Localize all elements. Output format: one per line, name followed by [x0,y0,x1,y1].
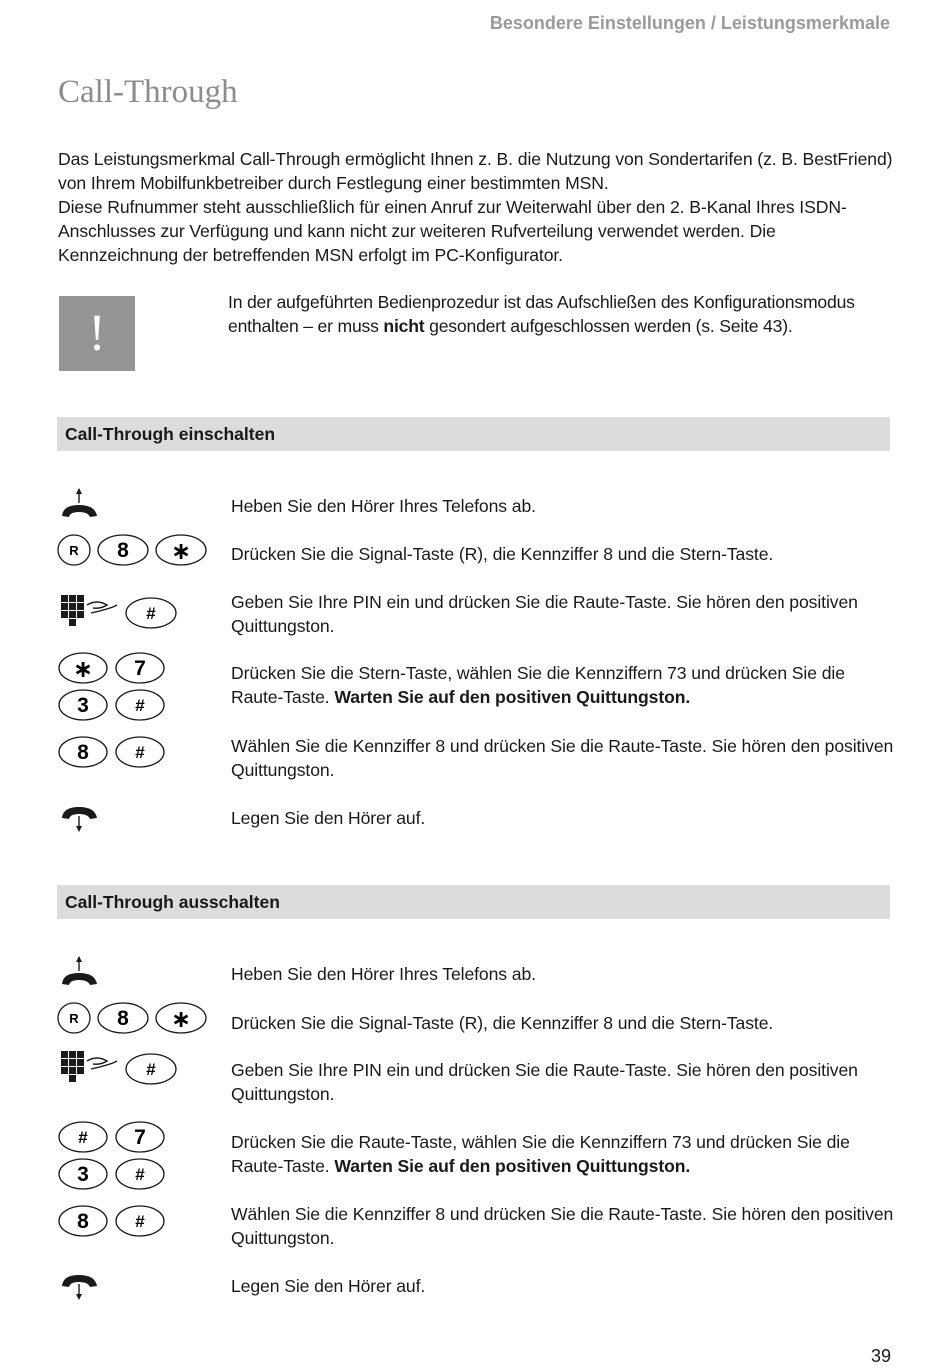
key-hash [126,1054,176,1084]
svg-text:8: 8 [117,539,129,562]
key-8 [98,535,148,565]
section-heading-ausschalten: Call-Through ausschalten [57,885,890,919]
svg-text:8: 8 [117,1007,129,1030]
keys-8-hash [57,735,169,771]
svg-text:3: 3 [77,1163,89,1186]
step-text-regular: Drücken Sie die Stern-Taste, wählen Sie die Kennziffern 73 und drücken Sie die Raute-Taste. [231,663,845,707]
svg-text:#: # [135,1212,145,1231]
key-8 [59,1206,107,1236]
keys-hash-7-3-hash [57,1120,169,1192]
handset-hangup-icon [57,1272,105,1302]
notice-text-part-2: gesondert aufgeschlossen werden (s. Seite 43). [424,316,793,336]
key-7 [116,653,164,683]
section-heading-einschalten: Call-Through einschalten [57,417,890,451]
keys-8-hash [57,1204,169,1240]
key-hash [116,1206,164,1236]
page-number: 39 [871,1346,892,1366]
handset-lift-icon [57,956,105,992]
svg-text:#: # [146,604,156,623]
svg-text:#: # [146,1060,156,1079]
step-text: Heben Sie den Hörer Ihres Telefons ab. [231,964,536,984]
step-text: Drücken Sie die Signal-Taste (R), die Kennziffer 8 und die Stern-Taste. [231,544,774,564]
step-text: Heben Sie den Hörer Ihres Telefons ab. [231,496,536,516]
key-hash [116,690,164,720]
svg-text:∗: ∗ [170,1006,192,1033]
svg-text:8: 8 [77,1210,89,1233]
key-r [58,1003,90,1033]
pen-icon [87,602,117,613]
handset-lift-icon [57,488,105,524]
intro-paragraph-2: Diese Rufnummer steht ausschließlich für einen Anruf zur Weiterwahl über den 2. B-Kanal Ihres ISDN-Anschlusses zur Verfügung und kann nicht zur weiteren Rufverteilung verwendet werden. Die Kennzeichnung der betreffenden MSN erfolgt im PC-Konfigurator. [58,197,847,265]
step-text-bold: Warten Sie auf den positiven Quittungston. [334,1156,691,1176]
key-hash [59,1122,107,1152]
step-text: Geben Sie Ihre PIN ein und drücken Sie die Raute-Taste. Sie hören den positiven Quittungston. [231,592,858,636]
pen-icon [87,1058,117,1069]
key-star [156,535,206,565]
key-r [58,535,90,565]
step-text [231,1130,896,1178]
keys-star-7-3-hash [57,651,169,723]
key-8 [98,1003,148,1033]
step-text: Legen Sie den Hörer auf. [231,808,426,828]
step-text: Wählen Sie die Kennziffer 8 und drücken Sie die Raute-Taste. Sie hören den positiven Quittungston. [231,736,894,780]
svg-text:∗: ∗ [170,538,192,565]
svg-text:#: # [78,1128,88,1147]
key-3 [59,690,107,720]
step-text-regular: Drücken Sie die Raute-Taste, wählen Sie die Kennziffern 73 und drücken Sie die Raute-Taste. [231,1132,850,1176]
notice-text-bold: nicht [383,316,425,336]
key-8 [59,737,107,767]
key-star [156,1003,206,1033]
key-star [59,653,107,683]
svg-text:R: R [69,1011,79,1026]
step-text [231,661,896,709]
keys-r-8-star [57,1001,209,1037]
exclamation-icon: ! [59,296,135,371]
key-7 [116,1122,164,1152]
key-hash [116,1159,164,1189]
handset-hangup-icon [57,804,105,834]
notice-text [228,290,888,338]
key-hash [116,737,164,767]
running-header: Besondere Einstellungen / Leistungsmerkmale [489,13,890,33]
svg-text:#: # [135,743,145,762]
svg-text:∗: ∗ [72,656,94,683]
keypad-pin-hash [57,591,179,635]
step-text: Geben Sie Ihre PIN ein und drücken Sie die Raute-Taste. Sie hören den positiven Quittungston. [231,1060,858,1104]
step-text: Legen Sie den Hörer auf. [231,1276,426,1296]
svg-text:R: R [69,543,79,558]
intro-text [58,147,898,267]
keypad-icon [61,1051,84,1082]
key-3 [59,1159,107,1189]
keypad-icon [61,595,84,626]
keypad-pin-hash [57,1047,179,1091]
svg-text:3: 3 [77,694,89,717]
page-title: Call-Through [58,74,238,110]
notice-text-part-1: In der aufgeführten Bedienprozedur ist das Aufschließen des Konfigurationsmodus enthalten – er muss [228,292,855,336]
key-hash [126,598,176,628]
svg-text:7: 7 [134,657,146,680]
step-text: Drücken Sie die Signal-Taste (R), die Kennziffer 8 und die Stern-Taste. [231,1013,774,1033]
svg-text:#: # [135,696,145,715]
svg-text:#: # [135,1165,145,1184]
keys-r-8-star [57,533,209,569]
svg-text:8: 8 [77,741,89,764]
step-text: Wählen Sie die Kennziffer 8 und drücken Sie die Raute-Taste. Sie hören den positiven Quittungston. [231,1204,894,1248]
intro-paragraph-1: Das Leistungsmerkmal Call-Through ermöglicht Ihnen z. B. die Nutzung von Sondertarifen (z. B. BestFriend) von Ihrem Mobilfunkbetreiber durch Festlegung einer bestimmten MSN. [58,149,893,193]
step-text-bold: Warten Sie auf den positiven Quittungston. [334,687,691,707]
svg-text:7: 7 [134,1126,146,1149]
